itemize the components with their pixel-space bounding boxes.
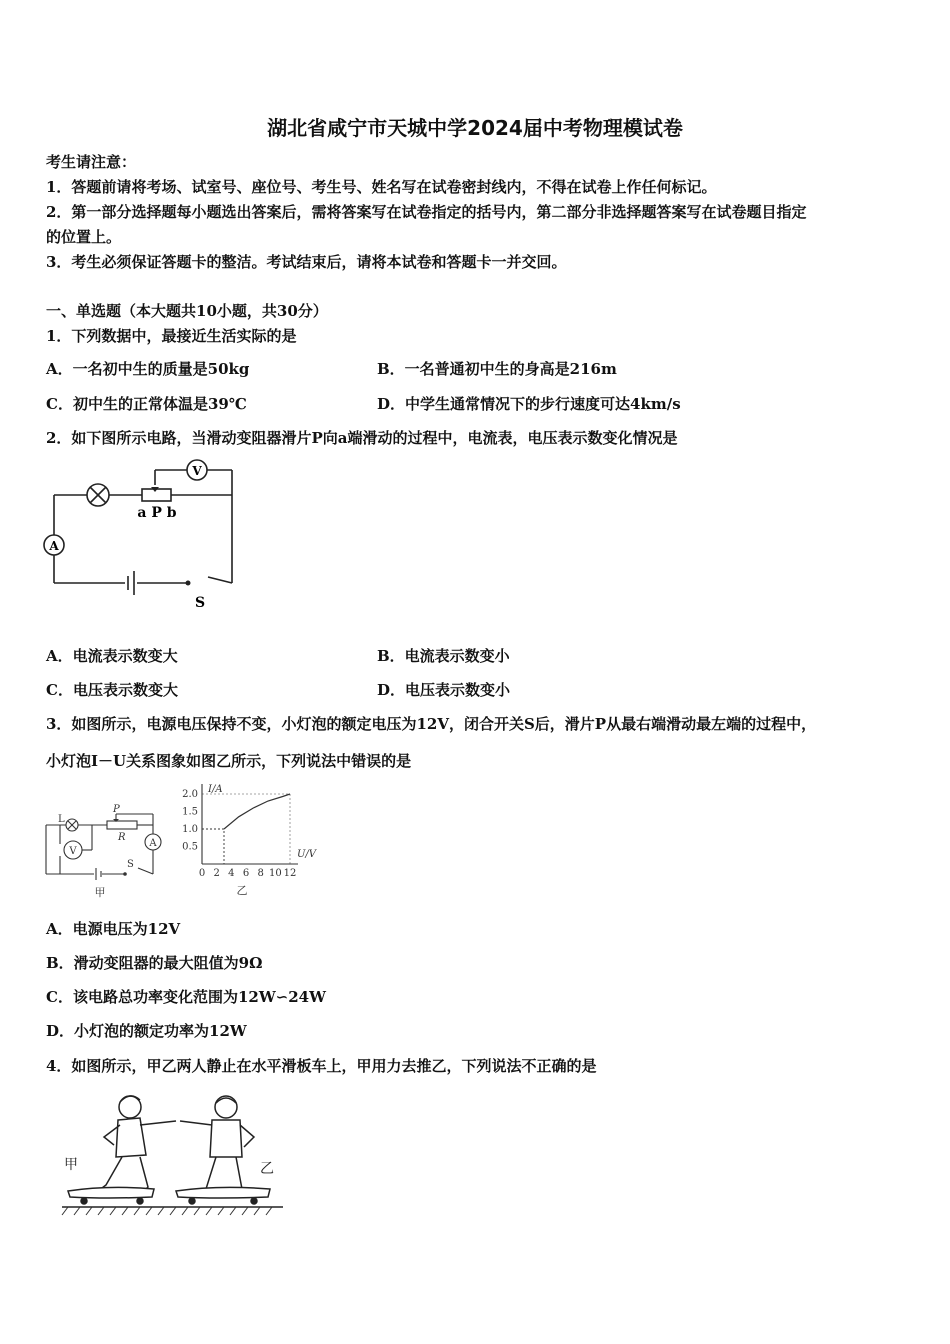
- q3-iu-chart: [170, 780, 330, 905]
- q1-option-a[interactable]: A．一名初中生的质量是50kg: [46, 360, 250, 378]
- resistor-r-icon: [107, 821, 137, 829]
- jia-voltmeter-label: V: [69, 846, 77, 857]
- ammeter-a-icon: [145, 834, 161, 850]
- iu-curve: [224, 794, 290, 829]
- q2-option-b[interactable]: B．电流表示数变小: [377, 647, 510, 665]
- q3-option-a[interactable]: A．电源电压为12V: [46, 920, 181, 938]
- notice-item-3: 3．考生必须保证答题卡的整洁。考试结束后，请将本试卷和答题卡一并交回。: [46, 253, 567, 271]
- q2-option-c[interactable]: C．电压表示数变大: [46, 681, 178, 699]
- person-yi-icon: [176, 1096, 270, 1204]
- jia-switch-label: S: [127, 859, 134, 870]
- person-jia-icon: [68, 1096, 176, 1204]
- q3-option-c[interactable]: C．该电路总功率变化范围为12W∽24W: [46, 988, 326, 1006]
- q1-option-d[interactable]: D．中学生通常情况下的步行速度可达4km/s: [377, 395, 681, 413]
- q3-stem-line-2: 小灯泡I－U关系图象如图乙所示，下列说法中错误的是: [46, 752, 412, 770]
- iu-xtick: 12: [283, 868, 297, 879]
- figure-label-yi: 乙: [260, 1161, 274, 1177]
- notice-item-2: 2．第一部分选择题每小题选出答案后，需将答案写在试卷指定的括号内，第二部分非选择题答案写在试卷题目指定: [46, 203, 807, 221]
- q3-circuit-jia-figure: [40, 798, 170, 900]
- ammeter-label: A: [49, 539, 59, 553]
- voltmeter-icon: [187, 460, 207, 480]
- q3-option-d[interactable]: D．小灯泡的额定功率为12W: [46, 1022, 247, 1040]
- iu-xtick: 2: [213, 868, 220, 879]
- iu-xtick: 0: [198, 868, 206, 879]
- iu-ytick: 0.5: [182, 841, 198, 853]
- iu-xtick: 8: [257, 868, 264, 879]
- notice-heading: 考生请注意：: [46, 153, 137, 171]
- jia-resistor-label: R: [118, 832, 126, 843]
- lamp-icon: [87, 484, 109, 506]
- iu-ytick: 1.5: [182, 806, 198, 818]
- q2-stem: 2．如下图所示电路，当滑动变阻器滑片P向a端滑动的过程中，电流表，电压表示数变化情况是: [46, 429, 678, 447]
- iu-ylabel: I/A: [208, 784, 223, 795]
- q3-stem-line-1: 3．如图所示，电源电压保持不变，小灯泡的额定电压为12V，闭合开关S后，滑片P从最右端滑动最左端的过程中，: [46, 715, 817, 733]
- exam-title: 湖北省咸宁市天城中学2024届中考物理模试卷: [267, 116, 683, 140]
- yi-caption: 乙: [236, 884, 248, 897]
- jia-caption: 甲: [94, 886, 106, 899]
- q2-option-d[interactable]: D．电压表示数变小: [377, 681, 511, 699]
- iu-ytick: 1.0: [182, 824, 198, 835]
- q3-option-b[interactable]: B．滑动变阻器的最大阻值为9Ω: [46, 954, 263, 972]
- switch-s-contact-icon: [123, 872, 127, 876]
- q2-circuit-figure: [40, 455, 250, 615]
- notice-item-2-cont: 的位置上。: [46, 228, 122, 246]
- notice-item-1: 1．答题前请将考场、试室号、座位号、考生号、姓名写在试卷密封线内，不得在试卷上作任何标记。: [46, 178, 717, 196]
- jia-slider-label: P: [113, 804, 120, 815]
- q4-skateboard-figure: [58, 1085, 288, 1220]
- iu-xtick: 4: [228, 868, 235, 879]
- voltmeter-v-icon: [64, 841, 82, 859]
- iu-xtick: 10: [268, 868, 282, 879]
- jia-lamp-label: L: [58, 814, 65, 825]
- figure-label-jia: 甲: [64, 1157, 78, 1173]
- jia-ammeter-label: A: [149, 838, 157, 849]
- q2-option-a[interactable]: A．电流表示数变大: [46, 647, 178, 665]
- rheostat-icon: [142, 489, 171, 501]
- iu-guide-dash: [202, 829, 224, 864]
- iu-xlabel: U/V: [297, 849, 317, 860]
- iu-xtick: 6: [242, 868, 250, 879]
- q4-stem: 4．如图所示，甲乙两人静止在水平滑板车上，甲用力去推乙，下列说法不正确的是: [46, 1057, 597, 1075]
- rheostat-label: a P b: [137, 505, 177, 521]
- lamp-l-icon: [66, 819, 78, 831]
- iu-ytick: 2.0: [182, 789, 198, 800]
- q1-option-c[interactable]: C．初中生的正常体温是39℃: [46, 395, 247, 413]
- section-heading: 一、单选题（本大题共10小题，共30分）: [46, 302, 328, 320]
- q1-option-b[interactable]: B．一名普通初中生的身高是216m: [377, 360, 617, 378]
- voltmeter-label: V: [192, 464, 202, 478]
- switch-label: S: [194, 595, 206, 611]
- ammeter-icon: [44, 535, 64, 555]
- q1-stem: 1．下列数据中，最接近生活实际的是: [46, 327, 297, 345]
- switch-contact-icon: [186, 581, 191, 586]
